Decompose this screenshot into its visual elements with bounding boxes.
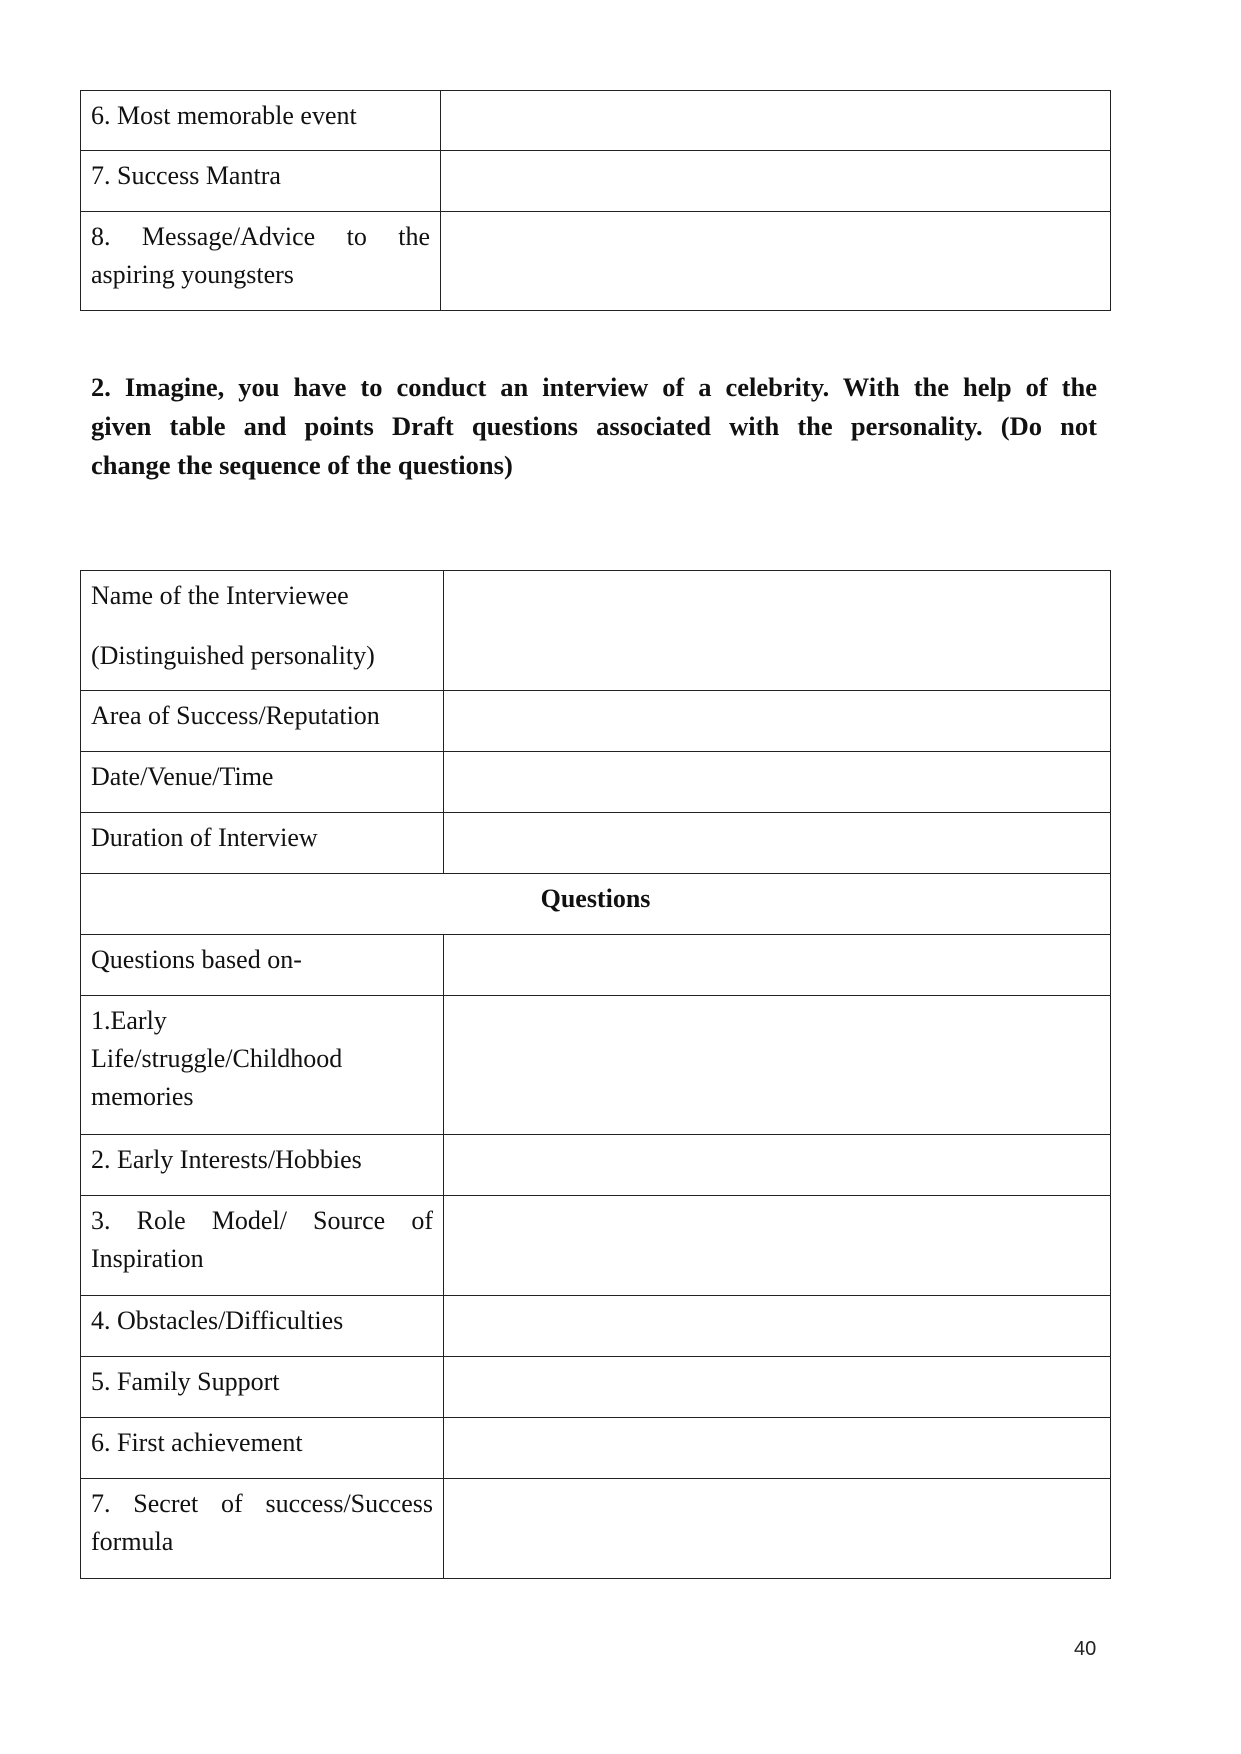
answer-cell[interactable]	[441, 151, 1111, 212]
answer-cell[interactable]	[444, 996, 1111, 1135]
instruction-line: 2. Imagine, you have to conduct an interview of a celebrity. With the help of the	[91, 372, 1097, 402]
table-row	[81, 1296, 1111, 1357]
table-row	[81, 935, 1111, 996]
table-row	[81, 996, 1111, 1135]
interview-form-table	[80, 570, 1111, 1579]
table-row	[81, 1196, 1111, 1296]
answer-cell[interactable]	[441, 91, 1111, 151]
row-label: 6. First achievement	[81, 1418, 444, 1479]
row-label: Questions based on-	[81, 935, 444, 996]
area-of-success-field[interactable]	[444, 691, 1111, 752]
row-label: 6. Most memorable event	[81, 91, 441, 151]
answer-cell[interactable]	[444, 1479, 1111, 1579]
answer-cell[interactable]	[444, 1196, 1111, 1296]
table-row	[81, 813, 1111, 874]
table-row	[81, 1479, 1111, 1579]
questions-header: Questions	[81, 874, 1111, 935]
table-row	[81, 1135, 1111, 1196]
row-label: Date/Venue/Time	[81, 752, 444, 813]
row-label: 4. Obstacles/Difficulties	[81, 1296, 444, 1357]
answer-cell[interactable]	[444, 935, 1111, 996]
answer-cell[interactable]	[444, 1357, 1111, 1418]
row-label: 2. Early Interests/Hobbies	[81, 1135, 444, 1196]
date-venue-time-field[interactable]	[444, 752, 1111, 813]
row-label: 1.Early Life/struggle/Childhood memories	[81, 996, 444, 1135]
instruction-line: given table and points Draft questions associated with the personality. (Do not	[91, 411, 1097, 441]
page-number: 40	[1074, 1638, 1097, 1660]
row-label: Name of the Interviewee (Distinguished personality)	[81, 571, 444, 691]
table-row	[81, 1418, 1111, 1479]
answer-cell[interactable]	[441, 212, 1111, 311]
answer-cell[interactable]	[444, 1418, 1111, 1479]
question-instruction	[91, 368, 1097, 485]
table-row	[81, 212, 1111, 311]
row-label: 7. Secret of success/Success formula	[81, 1479, 444, 1579]
row-label: Area of Success/Reputation	[81, 691, 444, 752]
row-label: 8. Message/Advice to the aspiring youngsters	[81, 212, 441, 311]
answer-cell[interactable]	[444, 1296, 1111, 1357]
duration-field[interactable]	[444, 813, 1111, 874]
row-label: Duration of Interview	[81, 813, 444, 874]
row-label: 7. Success Mantra	[81, 151, 441, 212]
profile-continuation-table	[80, 90, 1111, 311]
instruction-line: change the sequence of the questions)	[91, 450, 513, 480]
table-row	[81, 874, 1111, 935]
table-row	[81, 1357, 1111, 1418]
interviewee-name-field[interactable]	[444, 571, 1111, 691]
row-label: 3. Role Model/ Source of Inspiration	[81, 1196, 444, 1296]
answer-cell[interactable]	[444, 1135, 1111, 1196]
table-row	[81, 752, 1111, 813]
row-label: 5. Family Support	[81, 1357, 444, 1418]
table-row	[81, 91, 1111, 151]
table-row	[81, 691, 1111, 752]
table-row	[81, 151, 1111, 212]
table-row	[81, 571, 1111, 691]
